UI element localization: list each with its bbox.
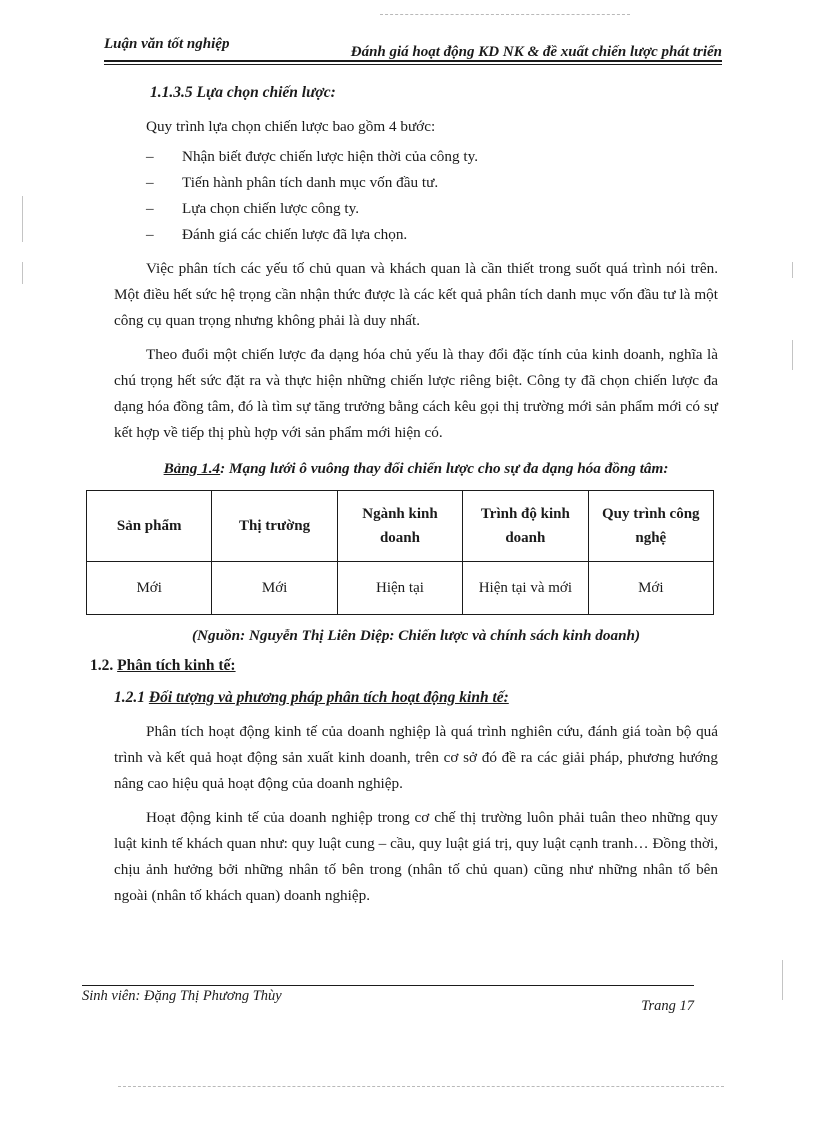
table-row	[87, 562, 714, 615]
scan-artifact-right-3	[782, 960, 783, 1000]
section-title: Phân tích kinh tế:	[117, 657, 236, 674]
list-item: – Đánh giá các chiến lược đã lựa chọn.	[146, 226, 408, 243]
header-rule	[104, 60, 722, 62]
table-source: (Nguồn: Nguyễn Thị Liên Diệp: Chiến lược và chính sách kinh doanh)	[191, 627, 641, 644]
table-header-cell: Sản phẩm	[87, 491, 212, 562]
section-heading-1135: 1.1.3.5 Lựa chọn chiến lược:	[150, 84, 336, 101]
header-rule-thin	[104, 64, 722, 65]
table-header-cell: Ngành kinh doanh	[337, 491, 462, 562]
table-caption-text: : Mạng lưới ô vuông thay đổi chiến lược cho sự đa dạng hóa đồng tâm:	[220, 460, 669, 477]
scan-artifact-right-1	[792, 262, 793, 278]
section-heading-12	[90, 653, 718, 679]
paragraph-market-laws: Hoạt động kinh tế của doanh nghiệp trong cơ chế thị trường luôn phải tuân theo những quy luật kinh tế khách quan như: quy luật cung – cầu, quy luật giá trị, quy luật cạnh tranh… Đồng thời, chịu ảnh hưởng bởi những nhân tố bên trong (nhân tố chủ quan) cũng như những nhân tố bên ngoài (nhân tố khách quan) doanh nghiệp.	[114, 809, 718, 904]
scan-artifact-right-2	[792, 340, 793, 370]
subsection-title: Đối tượng và phương pháp phân tích hoạt động kinh tế:	[148, 689, 509, 706]
page-body	[90, 80, 718, 909]
paragraph-diversification: Theo đuổi một chiến lược đa dạng hóa chủ yếu là thay đổi đặc tính của kinh doanh, nghĩa là chú trọng hết sức đặt ra và thực hiện những chiến lược riêng biệt. Công ty đã chọn chiến lược đa dạng hóa đồng tâm, đó là tìm sự tăng trưởng bằng cách kêu gọi thị trường mới sản phẩm mới có sự kết hợp về tiếp thị phù hợp với sản phẩm mới hiện có.	[114, 346, 718, 441]
scan-artifact-left-1	[22, 196, 23, 242]
table-caption	[114, 456, 718, 482]
table-cell: Mới	[588, 562, 713, 615]
steps-intro: Quy trình lựa chọn chiến lược bao gồm 4 bước:	[146, 118, 436, 135]
scan-artifact-left-2	[22, 262, 23, 284]
list-item: – Tiến hành phân tích danh mục vốn đầu tư.	[146, 174, 439, 191]
scan-artifact-bottom	[118, 1086, 724, 1087]
paragraph-economic-analysis: Phân tích hoạt động kinh tế của doanh nghiệp là quá trình nghiên cứu, đánh giá toàn bộ quá trình và kết quả hoạt động sản xuất kinh doanh, trên cơ sở đó đề ra các giải pháp, phương hướng nâng cao hiệu quả hoạt động của doanh nghiệp.	[114, 723, 718, 792]
table-header-cell: Quy trình công nghệ	[588, 491, 713, 562]
strategy-grid-table	[86, 490, 714, 615]
table-cell: Hiện tại	[337, 562, 462, 615]
header-thesis-title: Đánh giá hoạt động KD NK & đề xuất chiến lược phát triển	[350, 44, 722, 60]
table-header-row	[87, 491, 714, 562]
page-footer	[82, 986, 694, 1026]
table-cell: Mới	[212, 562, 337, 615]
table-caption-label: Bảng 1.4	[163, 460, 221, 477]
table-cell: Hiện tại và mới	[463, 562, 588, 615]
section-number: 1.2.	[90, 657, 114, 674]
footer-student: Sinh viên: Đặng Thị Phương Thùy	[82, 988, 282, 1004]
section-heading-121	[114, 685, 718, 711]
footer-page-number: Trang 17	[641, 998, 694, 1014]
table-cell: Mới	[87, 562, 212, 615]
table-header-cell: Thị trường	[212, 491, 337, 562]
list-item: – Nhận biết được chiến lược hiện thời của công ty.	[146, 148, 478, 165]
list-item: – Lựa chọn chiến lược công ty.	[146, 200, 360, 217]
page-header	[104, 32, 722, 60]
steps-list	[114, 144, 718, 248]
scan-artifact-top	[380, 14, 630, 15]
subsection-number: 1.2.1	[114, 689, 145, 706]
header-thesis-label: Luận văn tốt nghiệp	[104, 36, 230, 52]
table-header-cell: Trình độ kinh doanh	[463, 491, 588, 562]
paragraph-analysis: Việc phân tích các yếu tố chủ quan và khách quan là cần thiết trong suốt quá trình nói trên. Một điều hết sức hệ trọng cần nhận thức được là các kết quả phân tích danh mục vốn đầu tư là một công cụ quan trọng nhưng không phải là duy nhất.	[114, 260, 718, 329]
